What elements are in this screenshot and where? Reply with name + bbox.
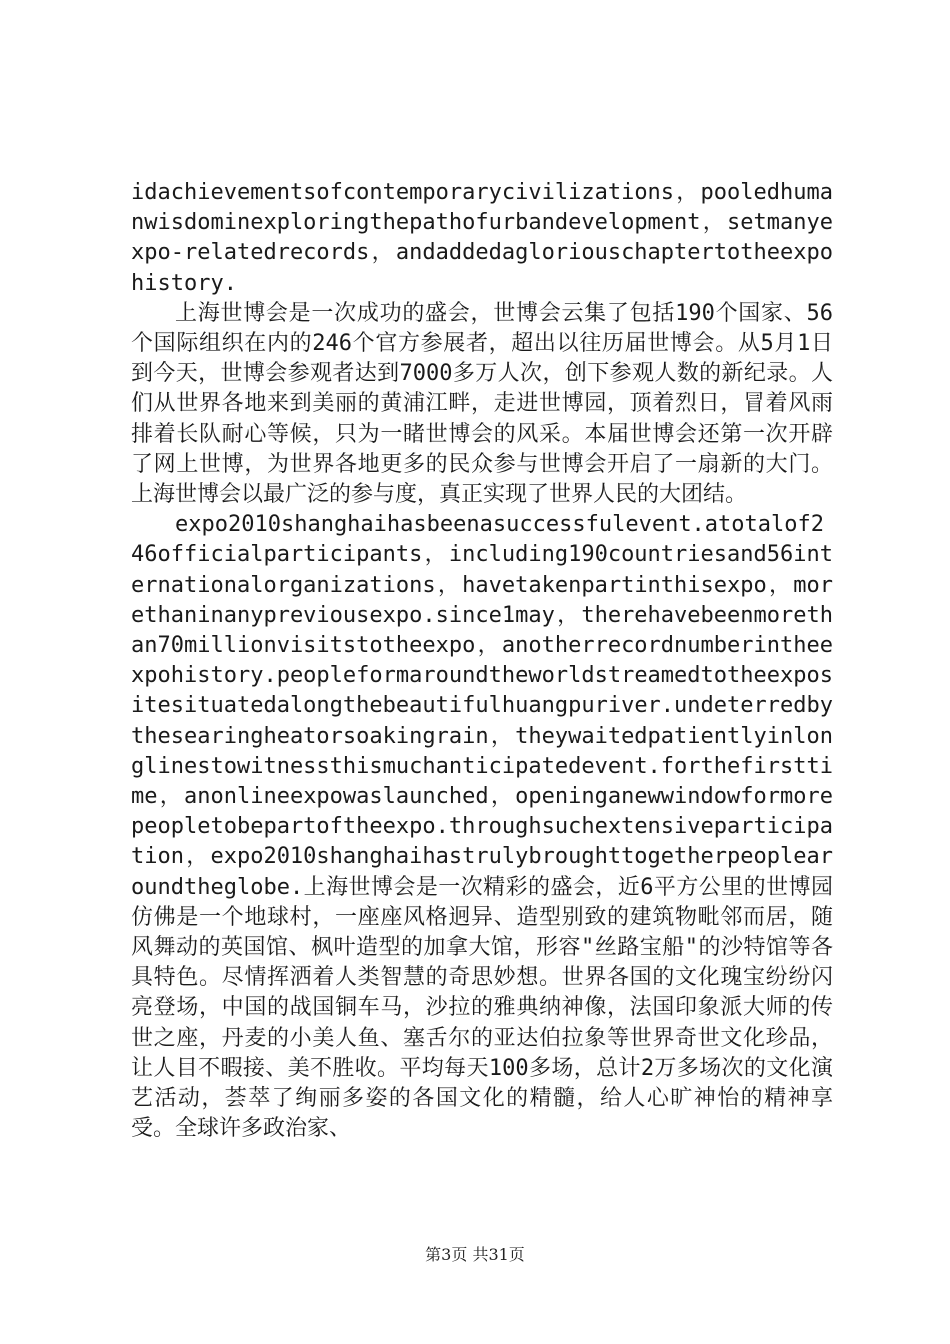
page-number-footer: 第3页 共31页 [425,1245,525,1264]
paragraph-english-success: expo2010shanghaihasbeenasuccessfulevent.atotalof246officialparticipants，including190countriesand56internationalorganizations，havetakenpartinthisexpo，morethaninanypreviousexpo.since1may，therehavebeenmorethan70millionvisitstotheexpo，anotherrecordnumberintheexpohistory.peopleformaroundtheworldstreamedtotheexpositesituatedalongthebeautifulhuangpuriver.undeterredbythesearingheatorsoakingrain，theywaitedpatientlyinlonglinestowitnessthismuchanticipatedevent.forthefirsttime，anonlineexpowaslaunched，openinganewwindowformorepeopletobepartoftheexpo.throughsuchextensiveparticipation，expo2010shanghaihastrulybroughttogetherpeoplearoundtheglobe.上海世博会是一次精彩的盛会，近6平方公里的世博园仿佛是一个地球村，一座座风格迥异、造型别致的建筑物毗邻而居，随风舞动的英国馆、枫叶造型的加拿大馆，形容"丝路宝船"的沙特馆等各具特色。尽情挥洒着人类智慧的奇思妙想。世界各国的文化瑰宝纷纷闪亮登场，中国的战国铜车马，沙拉的雅典纳神像，法国印象派大师的传世之座，丹麦的小美人鱼、塞舌尔的亚达伯拉象等世界奇世文化珍品，让人目不暇接、美不胜收。平均每天100多场，总计2万多场次的文化演艺活动，荟萃了绚丽多姿的各国文化的精髓，给人心旷神怡的精神享受。全球许多政治家、 [131,512,833,1142]
document-body [131,178,833,1145]
paragraph-chinese-success: 上海世博会是一次成功的盛会，世博会云集了包括190个国家、56个国际组织在内的246个官方参展者，超出以往历届世博会。从5月1日到今天，世博会参观者达到7000多万人次，创下参观人数的新纪录。人们从世界各地来到美丽的黄浦江畔，走进世博园，顶着烈日，冒着风雨排着长队耐心等候，只为一睹世博会的风采。本届世博会还第一次开辟了网上世博，为世界各地更多的民众参与世博会开启了一扇新的大门。上海世博会以最广泛的参与度，真正实现了世界人民的大团结。 [131,300,833,508]
paragraph-english-continuation: idachievementsofcontemporarycivilizations，pooledhumanwisdominexploringthepathofurbandevelopment，setmanyexpo-relatedrecords，andaddedagloriouschaptertotheexpohistory. [131,180,833,296]
